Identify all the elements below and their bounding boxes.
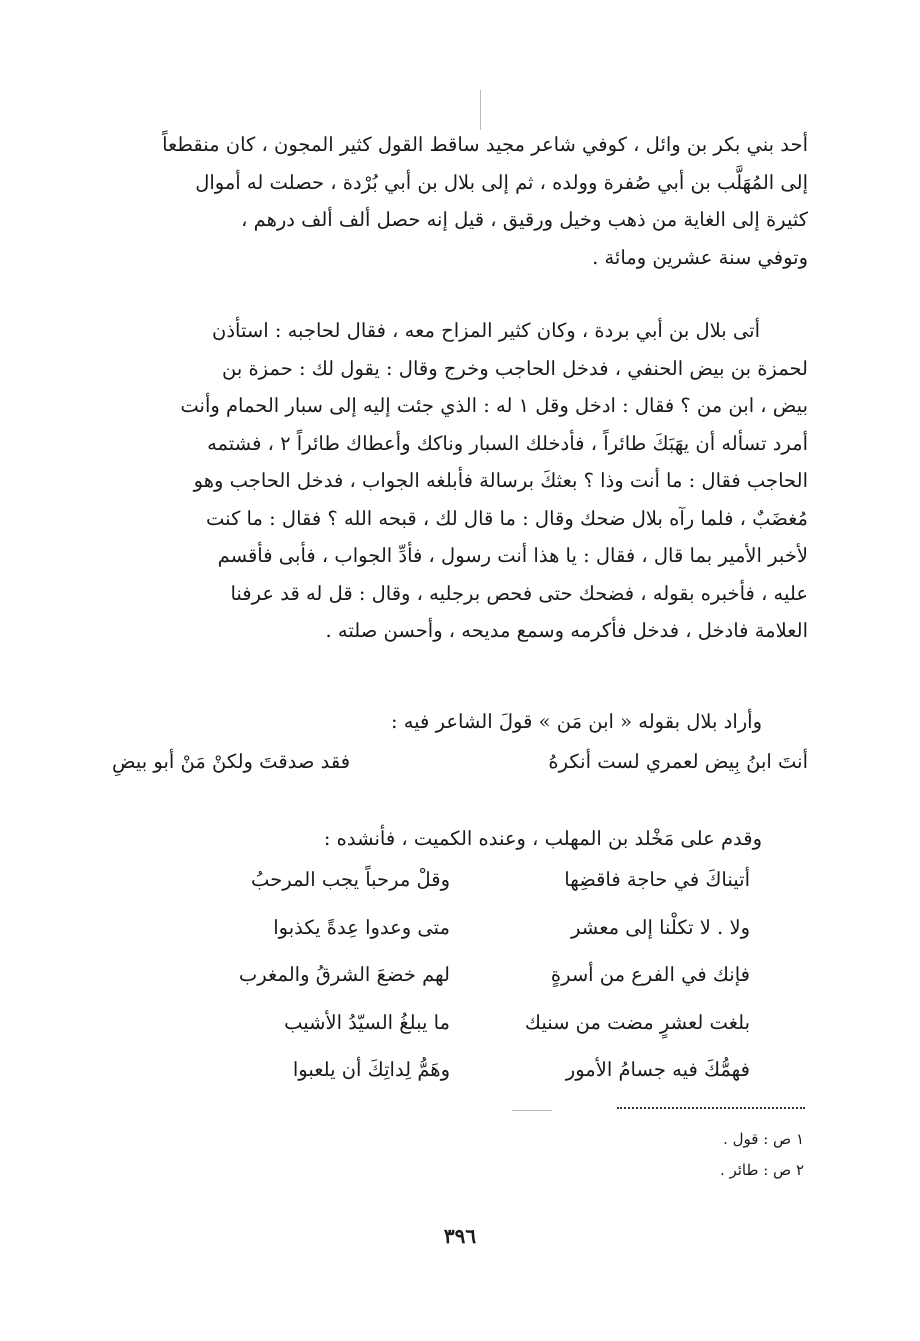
footnote: ٢ ص : طائر . — [719, 1161, 804, 1179]
page-number: ٣٩٦ — [443, 1224, 477, 1248]
footnotes — [560, 1124, 804, 1186]
text-line: أحد بني بكر بن وائل ، كوفي شاعر مجيد ساقط القول كثير المجون ، كان منقطعاً — [162, 133, 808, 156]
text-line: لأخبر الأمير بما قال ، فقال : يا هذا أنت رسول ، فأدِّ الجواب ، فأبى فأقسم — [217, 544, 808, 567]
verse-intro — [112, 703, 808, 741]
poem — [180, 856, 750, 1094]
single-verse — [112, 743, 808, 781]
text-line: العلامة فادخل ، فدخل فأكرمه وسمع مديحه ، وأحسن صلته . — [325, 619, 808, 642]
footnote: ١ ص : قول . — [723, 1130, 804, 1148]
verse-hemistich-left: وقلْ مرحباً يجب المرحبُ — [251, 868, 450, 891]
scan-mark — [480, 90, 481, 130]
anecdote-paragraph — [112, 312, 808, 650]
text-line: وتوفي سنة عشرين ومائة . — [592, 245, 808, 269]
text-line: إلى المُهَلَّب بن أبي صُفرة وولده ، ثم إلى بلال بن أبي بُرْدة ، حصلت له أموال — [195, 170, 808, 194]
text-line: مُغضَبٌ ، فلما رآه بلال ضحك وقال : ما قال لك ، قبحه الله ؟ فقال : ما كنت — [206, 506, 808, 530]
text-line: كثيرة إلى الغاية من ذهب وخيل ورقيق ، قيل إنه حصل ألف ألف درهم ، — [241, 208, 808, 231]
biography-paragraph — [112, 126, 808, 276]
verse-hemistich-left: ما يبلغُ السيّدُ الأشيب — [284, 1010, 450, 1034]
verse-hemistich-right: بلغت لعشرٍ مضت من سنيك — [524, 1010, 750, 1034]
verse-hemistich-right: أتيناكَ في حاجة فاقضِها — [564, 868, 750, 891]
footnote-divider — [617, 1107, 805, 1109]
text-line: وأراد بلال بقوله « ابن مَن » قولَ الشاعر فيه : — [390, 710, 762, 733]
verse-hemistich-left: متى وعدوا عِدةً يكذبوا — [273, 915, 450, 939]
verse-hemistich-left: وهَمُّ لِداتِكَ أن يلعبوا — [292, 1058, 450, 1081]
verse-hemistich-right: أنتَ ابنُ بِيض لعمري لست أنكرهُ — [548, 750, 808, 773]
verse-hemistich-right: فإنك في الفرع من أسرةٍ — [550, 963, 750, 986]
poem-verse — [180, 1046, 750, 1094]
poem-verse — [180, 856, 750, 904]
verse-hemistich-right: ولا . لا تكلْنا إلى معشر — [571, 915, 750, 939]
verse-hemistich-right: فهمُّكَ فيه جسامُ الأمور — [565, 1058, 750, 1081]
poem-intro — [112, 820, 808, 858]
text-line: وقدم على مَخْلد بن المهلب ، وعنده الكميت ، فأنشده : — [323, 827, 762, 850]
text-line: الحاجب فقال : ما أنت وذا ؟ بعثكَ برسالة فأبلغه الجواب ، فدخل الحاجب وهو — [193, 469, 808, 492]
poem-verse — [180, 904, 750, 952]
poem-verse — [180, 999, 750, 1047]
scan-mark — [512, 1110, 552, 1111]
text-line: بيض ، ابن من ؟ فقال : ادخل وقل ١ له : الذي جئت إليه إلى سبار الحمام وأنت — [180, 394, 808, 417]
text-line: لحمزة بن بيض الحنفي ، فدخل الحاجب وخرج وقال : يقول لك : حمزة بن — [221, 356, 808, 380]
text-line: عليه ، فأخبره بقوله ، فضحك حتى فحص برجليه ، وقال : قل له قد عرفنا — [230, 581, 808, 605]
verse-hemistich-left: فقد صدقتَ ولكنْ مَنْ أبو بيضِ — [112, 750, 351, 773]
poem-verse — [180, 951, 750, 999]
text-line: أتى بلال بن أبي بردة ، وكان كثير المزاح معه ، فقال لحاجبه : استأذن — [212, 319, 760, 342]
verse-hemistich-left: لهم خضعَ الشرقُ والمغرب — [238, 963, 450, 986]
text-line: أمرد تسأله أن يهَبَكَ طائراً ، فأدخلك السبار وناكك وأعطاك طائراً ٢ ، فشتمه — [207, 431, 808, 455]
